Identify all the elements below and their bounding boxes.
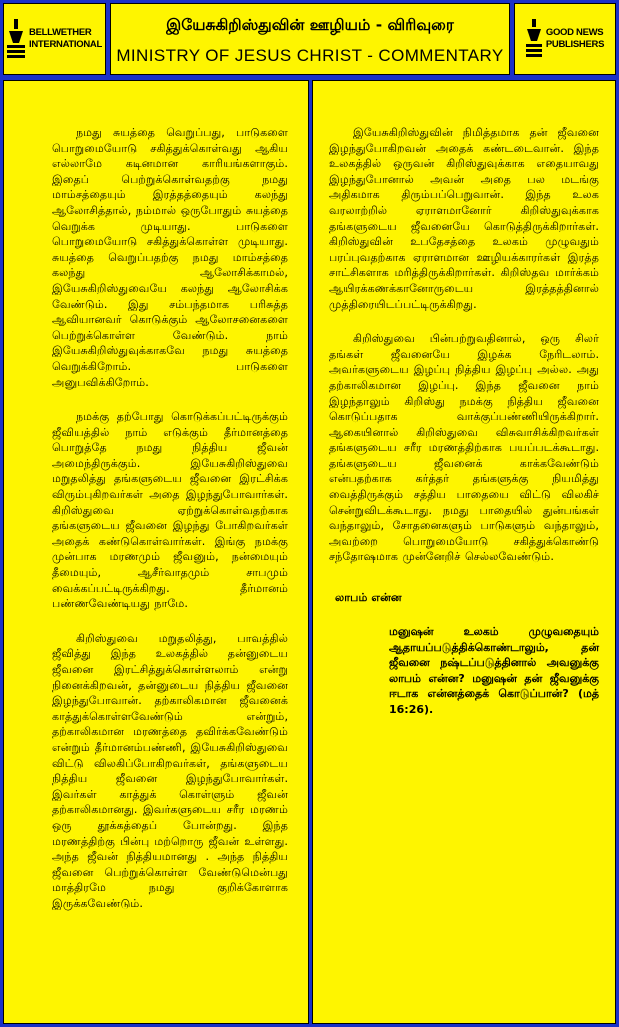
scripture-quote: மனுஷன் உலகம் முழுவதையும் ஆதாயப்படுத்திக்கொண்டாலும், தன் ஜீவனை நஷ்டப்படுத்தினால் அவனுக்கு லாபம் என்ன? மனுஷன் தன் ஜீவனுக்கு ஈடாக என்னத்தைக் கொடுப்பான்? (மத் 16:26). [389,625,599,716]
title-english: MINISTRY OF JESUS CHRIST - COMMENTARY [116,46,504,65]
good-news-logo-icon [526,17,542,61]
title-tamil: இயேசுகிறிஸ்துவின் ஊழியம் - விரிவுரை [166,16,454,34]
good-news-publishers-logo [514,3,616,75]
paragraph: கிறிஸ்துவை பின்பற்றுவதினால், ஒரு சிலர் தங்கள் ஜீவனையே இழக்க நேரிடலாம். அவர்களுடைய இழப்பு நித்திய இழப்பு அல்ல. அது தற்காலிகமான இழப்பு. இந்த ஜீவனை நாம் இழந்தாலும் கிறிஸ்து நமக்கு நித்திய ஜீவனை கொடுப்பதாக வாக்குப்பண்ணியிருக்கிறார். ஆகையினால் கிறிஸ்துவை விசுவாசிக்கிறவர்கள் தங்களுடைய சரீர மரணத்திற்காக பயப்படக்கூடாது. தங்களுடைய ஜீவனைக் காக்கவேண்டும் என்பதற்காக கர்த்தர் தங்களுக்கு நியமித்து வைத்திருக்கும் சத்திய பாதையை விட்டு விலகிச் சென்றுவிடக்கூடாது. நமது பாதையில் துன்பங்கள் வந்தாலும், சோதனைகளும் பாடுகளும் வந்தாலும், அவற்றை பொறுமையோடு சகித்துக்கொண்டு சந்தோஷமாக முன்னேறிச் செல்லவேண்டும். [329,332,599,564]
bellwether-logo [3,3,106,75]
paragraph: நமது சுயத்தை வெறுப்பது, பாடுகளை பொறுமையோடு சகித்துக்கொள்வது ஆகிய எல்லாமே கடினமான காரியங்களாகும். இதைப் பெற்றுக்கொள்வதற்கு நமது மாம்சத்தையும் இரத்தத்தையும் கலந்து ஆலோசித்தால், நம்மால் ஒருபோதும் சுயத்தை வெறுக்க முடியாது. பாடுகளை பொறுமையோடு சகித்துக்கொள்ள முடியாது. சுயத்தை வெறுப்பதற்கு நமது மாம்சத்தை கலந்து ஆலோசிக்காமல், இயேசுகிறிஸ்துவையே கலந்து ஆலோசிக்க வேண்டும். இது சம்பந்தமாக பரிசுத்த ஆவியானவர் கொடுக்கும் ஆலோசனைகளை பெற்றுக்கொள்ள வேண்டும். நாம் இயேசுகிறிஸ்துவுக்காகவே நமது சுயத்தை வெறுக்கிறோம். பாடுகளை அனுபவிக்கிறோம். [52,126,288,389]
paragraph: நமக்கு தற்போது கொடுக்கப்பட்டிருக்கும் ஜீவியத்தில் நாம் எடுக்கும் தீர்மானத்தை பொறுத்தே நமது நித்திய ஜீவன் அமைந்திருக்கும். இயேசுகிறிஸ்துவை மறுதலித்து தங்களுடைய ஜீவனை இரட்சிக்க விரும்புகிறவர்கள் அதை இழந்துபோவார்கள். கிறிஸ்துவை ஏற்றுக்கொள்வதற்காக தங்களுடைய ஜீவனை இழந்து போகிறவர்கள் அதைக் கண்டுகொள்வார்கள். இங்கு நமக்கு முன்பாக மரணமும் ஜீவனும், நன்மையும் தீமையும், ஆசீர்வாதமும் சாபமும் வைக்கப்பட்டிருக்கிறது. தீர்மானம் பண்ணவேண்டியது நாமே. [52,410,288,611]
logo-text-line-1: GOOD NEWS [545,27,604,38]
logo-text-line-2: INTERNATIONAL [29,39,102,50]
section-heading: லாபம் என்ன [335,591,402,605]
left-column [3,80,309,1024]
paragraph: இயேசுகிறிஸ்துவின் நிமித்தமாக தன் ஜீவனை இழந்துபோகிறவன் அதைக் கண்டடைவான். இந்த உலகத்தில் ஒருவன் கிறிஸ்துவுக்காக எதையாவது இழந்துபோனால் அவன் அதை பல மடங்கு அதிகமாக திரும்பப்பெறுவான். இந்த உலக வரலாற்றில் ஏராளமானோர் கிறிஸ்துவுக்காக தங்களுடைய ஜீவனையே கொடுத்திருக்கிறார்கள். கிறிஸ்துவின் உபதேசத்தை உலகம் முழுவதும் பரப்புவதற்காக ஏராளமான ஊழியக்காரர்கள் இரத்த சாட்சிகளாக மரித்திருக்கிறார்கள். கிறிஸ்தவ மார்க்கம் ஆயிரக்கணக்கானோருடைய இரத்தத்தினால் முத்திரையிடப்பட்டிருக்கிறது. [329,126,599,311]
logo-text-line-2: PUBLISHERS [545,39,605,50]
right-column [312,80,616,1024]
page-title-box [110,3,510,75]
paragraph: கிறிஸ்துவை மறுதலித்து, பாவத்தில் ஜீவித்து இந்த உலகத்தில் தன்னுடைய ஜீவனை இரட்சித்துக்கொள்ளலாம் என்று நினைக்கிறவன், தன்னுடைய நித்திய ஜீவனை இழந்துபோவான். தற்காலிகமான ஜீவனைக் காத்துக்கொள்ளவேண்டும் என்றும், தற்காலிகமான மரணத்தை தவிர்க்கவேண்டும் என்றும் தீர்மானம்பண்ணி, இயேசுகிறிஸ்துவை விட்டு விலகிப்போகிறவர்கள், தங்களுடைய நித்திய ஜீவனை இழந்துபோவார்கள். இவர்கள் காத்துக் கொள்ளும் ஜீவன் தற்காலிகமானது. இவர்களுடைய சரீர மரணம் ஒரு தூக்கத்தைப் போன்றது. இந்த மரணத்திற்கு பின்பு மற்றொரு ஜீவன் உள்ளது. அந்த ஜீவன் நித்தியமானது . அந்த நித்திய ஜீவனை பெற்றுக்கொள்ள வேண்டுமென்பது மாத்திரமே நமது குறிக்கோளாக இருக்கவேண்டும். [52,631,288,910]
logo-text-line-1: BELLWETHER [29,27,92,38]
bellwether-logo-icon [7,17,25,61]
